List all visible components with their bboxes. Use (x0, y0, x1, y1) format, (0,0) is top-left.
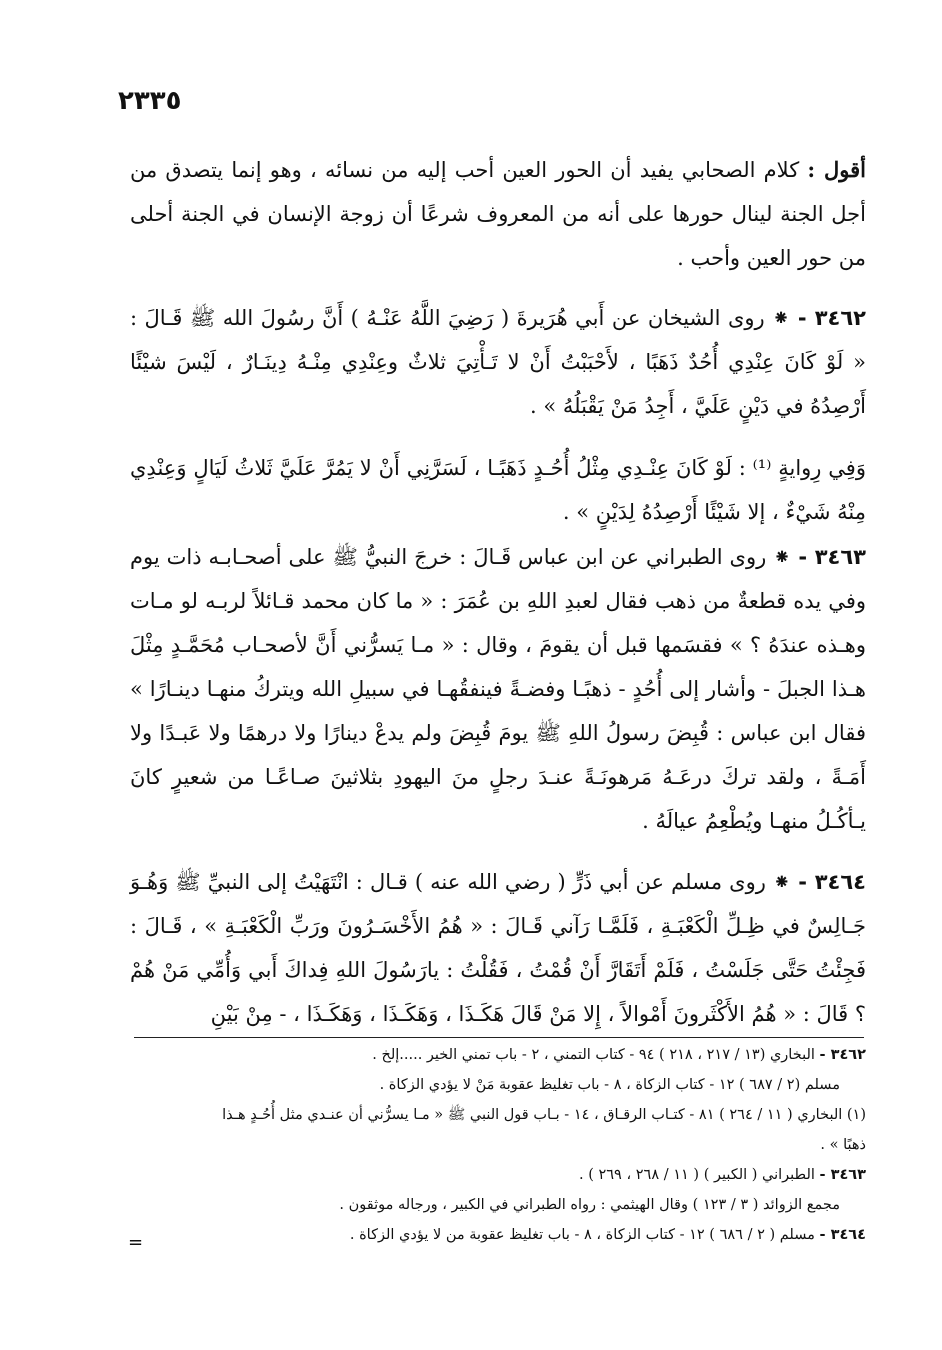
commentary-paragraph (130, 148, 866, 280)
paragraph-text: كلام الصحابي يفيد أن الحور العين أحب إليه من نسائه ، وهو إنما يتصدق من أجل الجنة لينال حورها على أنه من المعروف شرعًا أن زوجة الإنسان في الجنة أحلى من حور العين وأحب . (130, 158, 866, 270)
footnote-divider (134, 1037, 864, 1038)
footnote-text: مسلم (٢ / ٦٨٧ ) ١٢ - كتاب الزكاة ، ٨ - باب تغليظ عقوبة مَنْ لا يؤدي الزكاة . (379, 1077, 840, 1093)
hadith-3464 (130, 860, 866, 1036)
footnote-text: مسلم ( ٢ / ٦٨٦ ) ١٢ - كتاب الزكاة ، ٨ - باب تغليظ عقوبة من لا يؤدي الزكاة . (349, 1227, 815, 1243)
page-continuation-mark: = (128, 1232, 144, 1253)
footnote-row (130, 1220, 866, 1250)
hadith-3462 (130, 296, 866, 428)
footnote-text: الطبراني ( الكبير ) ( ١١ / ٢٦٨ ، ٢٦٩ ) . (578, 1167, 815, 1183)
hadith-text: روى مسلم عن أبي ذَرٍّ ( رضي الله عنه ) قـال : انْتَهَيْتُ إلى النبيِّ ﷺ وَهُـوَ جَـالِسٌ في ظِـلِّ الْكَعْبَـةِ ، فَلَمَّـا رَآني قَـالَ : « هُمُ الأَخْسَـرُونَ ورَبِّ الْكَعْبَـةِ » ، قَـالَ : فَجِئْتُ حَتَّى جَلَسْتُ ، فَلَمْ أَتَقَارَّ أَنْ قُمْتُ ، فَقُلْتُ : يارَسُولَ اللهِ فِداكَ أَبي وَأُمِّي مَنْ هُمْ ؟ قَالَ : « هُمُ الأَكْثَرونَ أَمْوالاً ، إِلا مَنْ قَالَ هَكَـذَا ، وَهَكَـذَا ، وَهَكَـذَا ، - مِنْ بَيْنِ (130, 870, 866, 1026)
footnote-row (130, 1130, 866, 1160)
variant-text: وَفِي رِوايةٍ ⁽¹⁾ : لَوْ كَانَ عِنْـدِي مِثْلُ أُحُـدٍ ذَهَبًـا ، لَسَرَّنِي أَنْ لا يَمُرَّ عَلَيَّ ثَلاثُ لَيَالٍ وَعِنْدِي مِنْهُ شَيْءٌ ، إلا شَيْئًا أَرْصِدُهُ لِدَيْنٍ » . (130, 456, 866, 524)
hadith-number: ٣٤٦٣ - ⁕ (773, 545, 867, 569)
hadith-number: ٣٤٦٢ - ⁕ (772, 306, 866, 330)
footnote-row (130, 1040, 866, 1070)
hadith-variant (130, 446, 866, 534)
footnote-label: ٣٤٦٢ - (819, 1047, 866, 1063)
footnote-text: البخاري (١٣ / ٢١٧ ، ٢١٨ ) ٩٤ - كتاب التمني ، ٢ - باب تمني الخير .....إلخ . (372, 1047, 815, 1063)
footnote-text: مجمع الزوائد ( ٣ / ١٢٣ ) وقال الهيثمي : رواه الطبراني في الكبير ، ورجاله موثقون . (339, 1197, 840, 1213)
footnote-row (130, 1100, 866, 1130)
footnote-label: ٣٤٦٣ - (819, 1167, 866, 1183)
hadith-text: روى الطبراني عن ابن عباس قَـالَ : خرجَ النبيُّ ﷺ على أصحـابـه ذات يوم وفي يده قطعةٌ من ذهب فقال لعبدِ اللهِ بن عُمَرَ : « ما كان محمد قـائلاً لربـه لو مـات وهـذه عندَهُ ؟ » فقسَمها قبل أن يقومَ ، وقال : « مـا يَسرُّني أَنَّ لأصحـاب مُحَمَّـدٍ مِثْلَ هـذا الجبلَ - وأشار إلى أُحُدٍ - ذهبًـا وفضـةً فينفقُهـا في سبيلِ الله ويتركُ منهـا دينـارًا » فقال ابن عباس : قُبِضَ رسولُ اللهِ ﷺ يومَ قُبِضَ ولم يدعْ دينارًا ولا درهمًا ولا عَبـدًا ولا أَمَـةً ، ولقد تركَ درعَـهُ مَرهونَـةً عنـدَ رجلٍ منَ اليهودِ بثلاثينَ صـاعًـا من شعيرٍ كانَ يـأكُـلُ منهـا ويُطْعِمُ عيالَهُ . (130, 545, 866, 833)
paragraph-lead: أقول : (807, 157, 866, 182)
footnote-text: (١) البخاري ( ١١ / ٢٦٤ ) ٨١ - كتـاب الرقـاق ، ١٤ - بـاب قول النبي ﷺ « مـا يسرُّني أن عنـدي مثل أُحُـدٍ هـذا (222, 1107, 866, 1123)
footnote-label: ٣٤٦٤ - (819, 1227, 866, 1243)
footnote-row (130, 1190, 866, 1220)
footnotes (130, 1040, 866, 1250)
hadith-3463 (130, 535, 866, 843)
hadith-text: روى الشيخان عن أَبي هُرَيرةَ ( رَضِيَ اللَّهُ عَنْـهُ ) أَنَّ رسُولَ الله ﷺ قَـالَ : « لَوْ كَانَ عِنْدِي أُحُدٌ ذَهَبًا ، لأَحْبَبْتُ أَنْ لا تَـأْتِيَ ثلاثٌ وعِنْدِي مِنْـهُ دِينَـارٌ ، لَيْسَ شيْئًا أَرْصِدُهُ في دَيْنٍ عَلَيَّ ، أَجِدُ مَنْ يَقْبَلُهُ » . (130, 306, 866, 418)
footnote-row (130, 1160, 866, 1190)
hadith-number: ٣٤٦٤ - ⁕ (772, 870, 866, 894)
page-number: ٢٣٣٥ (118, 86, 182, 116)
footnote-row (130, 1070, 866, 1100)
footnote-text: ذهبًا » . (820, 1137, 866, 1153)
